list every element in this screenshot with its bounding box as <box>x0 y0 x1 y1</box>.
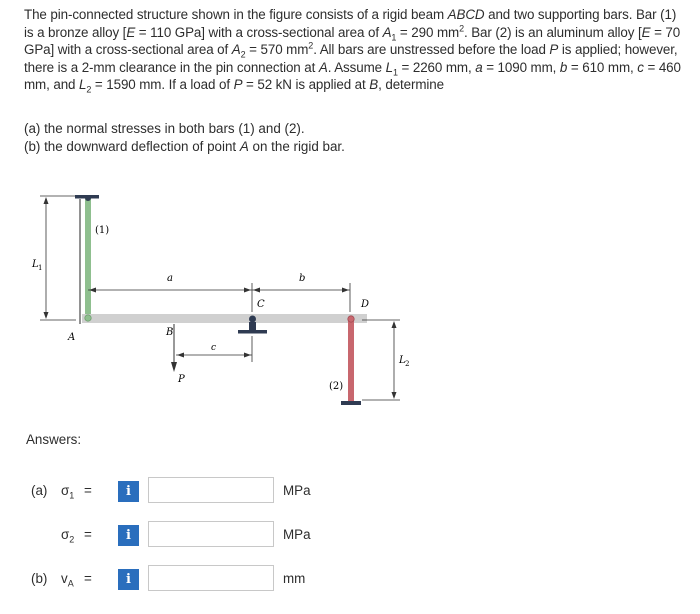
va-input[interactable] <box>148 565 274 591</box>
bar2 <box>348 320 354 402</box>
label-bar2: (2) <box>329 381 344 392</box>
problem-text: is applied; however, there is a 2-mm clearance in the pin connection at <box>24 42 678 75</box>
pin-c-bracket <box>249 322 256 330</box>
dim-arrow <box>392 392 397 399</box>
label-b: b <box>299 273 306 284</box>
pin-c-ground <box>238 330 267 334</box>
point-b: B <box>369 77 379 93</box>
length-b: = 610 mm, <box>570 59 638 75</box>
unit-label: mm <box>283 571 306 586</box>
bar2-ground-support <box>341 401 361 405</box>
label-bar1: (1) <box>95 225 110 236</box>
length-a: = 1090 mm, <box>486 59 560 75</box>
label-l1: L <box>32 259 39 270</box>
unit-label: MPa <box>283 483 311 498</box>
answer-symbol: $v_A$ <box>61 571 74 589</box>
problem-text: . Bar (2) is an aluminum alloy [ <box>463 24 642 40</box>
dim-arrow <box>253 288 260 293</box>
answer-part-label: (a) <box>31 483 48 498</box>
part-a-text: (a) the normal stresses in both bars (1) and (2). <box>24 121 305 136</box>
rigid-beam <box>82 314 367 323</box>
bar1-modulus: = 110 GPa <box>135 24 202 40</box>
dim-arrow <box>44 312 49 319</box>
label-l2-sub: 2 <box>405 360 410 368</box>
label-b-point: B <box>166 327 174 338</box>
answer-equals: = <box>84 527 92 542</box>
answer-symbol: $\sigma_1$ <box>61 483 75 501</box>
answer-row-sigma1 <box>0 476 700 506</box>
label-c-point: C <box>257 299 265 310</box>
label-l1-sub: 1 <box>38 264 43 272</box>
sigma2-input[interactable] <box>148 521 274 547</box>
info-icon[interactable]: i <box>118 481 139 502</box>
length-l2: = 1590 mm. If a load of <box>94 77 234 93</box>
part-b-text: (b) the downward deflection of point A on the rigid bar. <box>24 138 345 154</box>
structure-figure <box>0 180 470 415</box>
answers-title: Answers: <box>26 432 82 447</box>
sigma1-input[interactable] <box>148 477 274 503</box>
label-a: a <box>167 273 173 284</box>
answer-symbol: $\sigma_2$ <box>61 527 75 545</box>
answer-row-sigma2 <box>0 520 700 550</box>
bar1-area: 290 mm <box>411 24 460 40</box>
pin-d <box>348 316 354 322</box>
answer-equals: = <box>84 483 92 498</box>
question-parts <box>24 120 345 155</box>
label-a-point: A <box>68 332 76 343</box>
load-symbol: P <box>549 42 559 58</box>
info-icon[interactable]: i <box>118 569 139 590</box>
label-c: c <box>211 343 217 353</box>
answer-equals: = <box>84 571 92 586</box>
length-c: = 460 mm, and <box>24 59 681 93</box>
problem-text: . Assume <box>327 59 386 75</box>
problem-text: ] with a cross-sectional area of <box>50 42 232 58</box>
label-p: P <box>178 374 185 385</box>
answer-part-label: (b) <box>31 571 48 586</box>
dim-arrow <box>342 288 349 293</box>
problem-text: The pin-connected structure shown in the figure consists of a rigid beam <box>24 7 448 22</box>
problem-statement: The pin-connected structure shown in the figure consists of a rigid beam ABCD and two supporting bars. Bar (1) is a bronze alloy [E = 110 GPa] with a cross-sectional area of $A_1 = 290$ $mm^2$. Bar (2) is an aluminum alloy [E = 70 GPa] with a cross-sectional area of $A_2 = 570$ $mm^2$. All bars are unstressed before the load P is applied; however, there is a 2-mm clearance in the pin connection at A. Assume $L_1 = 2260$ mm, a = 1090 mm, b = 610 mm, c = 460 mm, and $L_2 = 1590$ mm. If a load of P = 52 kN is applied at B, determine <box>24 7 681 96</box>
answer-row-va <box>0 564 700 594</box>
dim-arrow <box>244 353 251 358</box>
bar2-modulus: = 70 GPa <box>24 24 681 58</box>
pin-c <box>249 316 256 323</box>
dim-arrow <box>392 321 397 328</box>
unit-label: MPa <box>283 527 311 542</box>
load-value: = 52 kN is applied at <box>246 77 370 93</box>
pin-a <box>85 315 91 321</box>
problem-text: ] with a cross-sectional area of <box>201 24 383 40</box>
point-a: A <box>318 59 328 75</box>
bar1 <box>85 198 91 316</box>
info-icon[interactable]: i <box>118 525 139 546</box>
bar1-top-pin <box>85 195 91 201</box>
problem-text: and two supporting bars. Bar (1) is a bronze alloy [ <box>24 7 677 40</box>
label-d-point: D <box>361 299 370 310</box>
load-p-arrowhead <box>171 362 177 372</box>
beam-name: ABCD <box>447 7 485 22</box>
length-l1: = 2260 mm, <box>401 59 476 75</box>
problem-text: . All bars are unstressed before the load <box>313 42 550 58</box>
dim-arrow <box>244 288 251 293</box>
bar2-area: 570 mm <box>260 42 309 58</box>
dim-arrow <box>44 197 49 204</box>
problem-text: , determine <box>378 77 444 93</box>
dim-arrow <box>177 353 184 358</box>
label-l2: L <box>399 355 406 366</box>
